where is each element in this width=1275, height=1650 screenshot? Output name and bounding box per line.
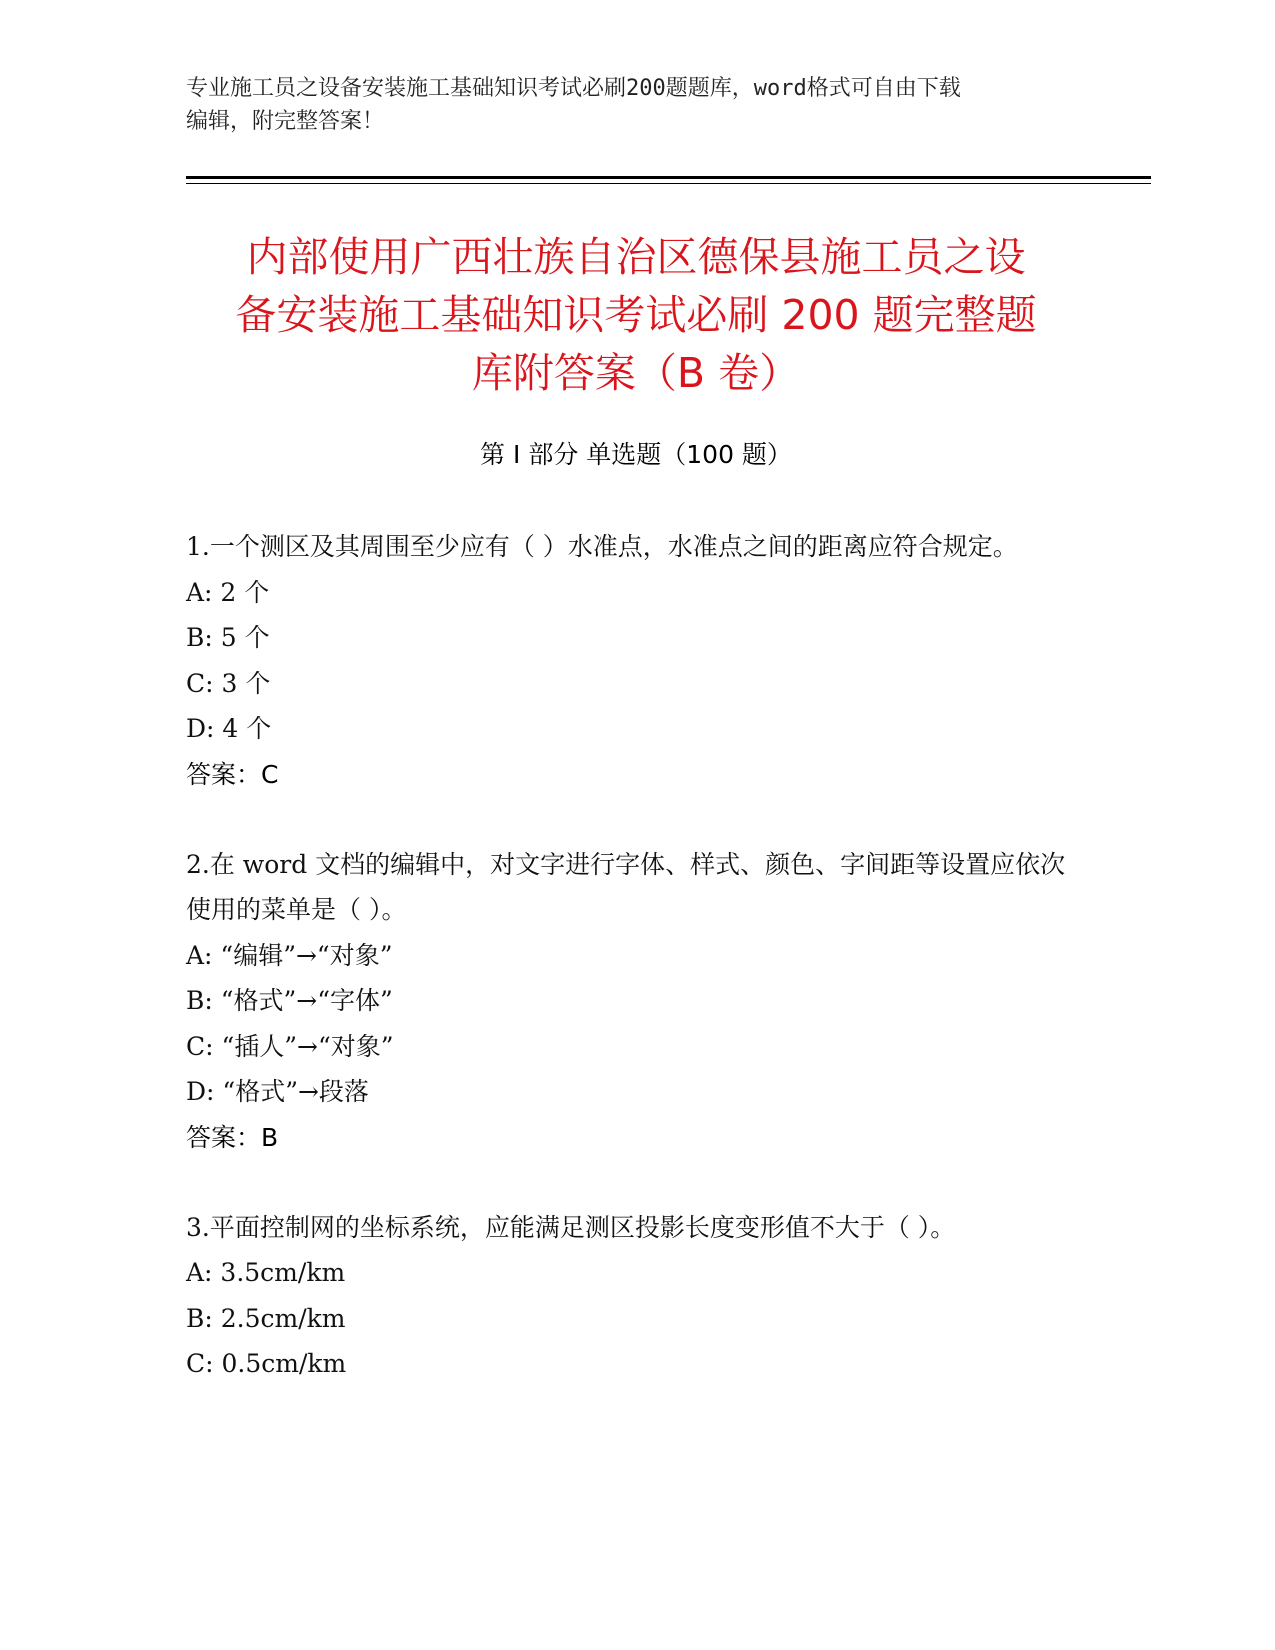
option-c: C: 3 个 bbox=[186, 668, 271, 698]
question-2 bbox=[186, 842, 1076, 1161]
option-a: A: “编辑”→“对象” bbox=[186, 940, 393, 970]
question-stem: 3.平面控制网的坐标系统，应能满足测区投影长度变形值不大于（ ）。 bbox=[186, 1212, 956, 1242]
document-title-line-3: 库附答案（B 卷） bbox=[471, 349, 801, 397]
document-title-line-1: 内部使用广西壮族自治区德保县施工员之设 bbox=[246, 233, 1026, 281]
option-b: B: “格式”→“字体” bbox=[186, 986, 393, 1015]
question-list bbox=[186, 524, 1076, 1431]
question-stem: 2.在 word 文档的编辑中，对文字进行字体、样式、颜色、字间距等设置应依次使用的菜单是（ ）。 bbox=[186, 849, 1066, 924]
option-a: A: 2 个 bbox=[186, 577, 270, 607]
option-b: B: 2.5cm/km bbox=[186, 1303, 346, 1333]
header-divider-thick bbox=[186, 176, 1151, 179]
answer-line: 答案：B bbox=[186, 1122, 279, 1152]
option-c: C: 0.5cm/km bbox=[186, 1349, 347, 1378]
document-title-line-2: 备安装施工基础知识考试必刷 200 题完整题 bbox=[235, 291, 1037, 339]
option-a: A: 3.5cm/km bbox=[186, 1258, 346, 1287]
option-d: D: “格式”→段落 bbox=[186, 1077, 369, 1106]
question-1 bbox=[186, 524, 1076, 798]
header-divider-thin bbox=[186, 183, 1151, 184]
section-heading: 第 I 部分 单选题（100 题） bbox=[480, 440, 792, 469]
header-note-line-2: 编辑，附完整答案！ bbox=[186, 109, 385, 134]
document-title bbox=[186, 228, 1086, 402]
option-c: C: “插人”→“对象” bbox=[186, 1031, 394, 1061]
answer-line: 答案：C bbox=[186, 759, 279, 789]
question-3 bbox=[186, 1205, 1076, 1387]
option-b: B: 5 个 bbox=[186, 623, 270, 652]
header-note bbox=[186, 72, 1076, 138]
question-stem: 1.一个测区及其周围至少应有（ ）水准点，水准点之间的距离应符合规定。 bbox=[186, 532, 1018, 561]
header-note-line-1: 专业施工员之设备安装施工基础知识考试必刷200题题库，word格式可自由下载 bbox=[186, 76, 961, 101]
option-d: D: 4 个 bbox=[186, 714, 272, 743]
